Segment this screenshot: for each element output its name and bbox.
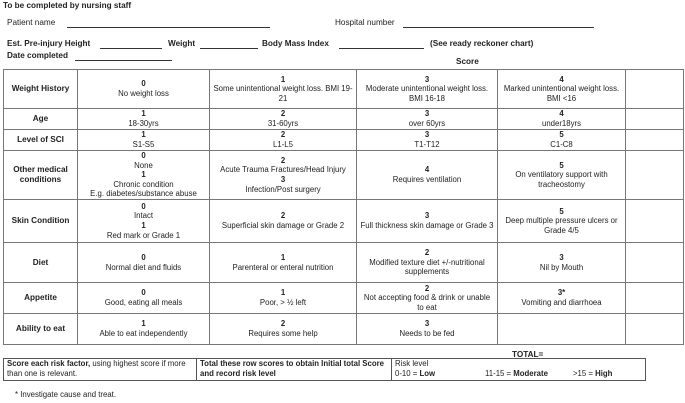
- score-description: Parenteral or enteral nutrition: [232, 262, 334, 272]
- score-value: 1: [141, 170, 146, 180]
- row-score-entry[interactable]: [626, 243, 684, 283]
- score-value: 3: [424, 211, 430, 221]
- high-range: >15 =: [573, 368, 596, 378]
- score-option-cell: [210, 70, 357, 109]
- risk-level-ranges: [395, 369, 642, 379]
- score-option-cell: [78, 283, 210, 314]
- high-label: High: [595, 368, 613, 378]
- score-description: L1-L5: [273, 140, 293, 149]
- score-description: Requires ventilation: [392, 175, 462, 184]
- hospital-number-field[interactable]: [403, 18, 594, 28]
- score-description: 31-60yrs: [267, 119, 299, 128]
- score-option-cell: [357, 151, 498, 200]
- table-row: [4, 151, 684, 200]
- score-option-cell: [210, 109, 357, 130]
- score-description: No weight loss: [118, 89, 169, 98]
- risk-factor-label: Appetite: [4, 283, 78, 314]
- score-value: 3: [424, 74, 430, 84]
- score-option-cell: [78, 314, 210, 345]
- score-description: Nil by Mouth: [539, 262, 584, 272]
- row-score-entry[interactable]: [626, 314, 684, 345]
- table-row: [4, 70, 684, 109]
- score-value: 5: [559, 130, 564, 140]
- table-row: [4, 283, 684, 314]
- risk-level-box: [392, 359, 646, 381]
- score-description: Requires some help: [248, 329, 318, 338]
- score-value: 4: [559, 109, 564, 119]
- score-value: 1: [141, 221, 146, 230]
- row-score-entry[interactable]: [626, 151, 684, 200]
- patient-name-label: Patient name: [7, 18, 56, 27]
- risk-factor-label: Age: [4, 109, 78, 130]
- risk-factor-label: Skin Condition: [4, 200, 78, 243]
- score-value: 4: [559, 74, 564, 84]
- score-value: 1: [141, 130, 146, 140]
- patient-name-field[interactable]: [67, 18, 270, 28]
- score-value: 3: [424, 109, 430, 119]
- risk-factor-label: Ability to eat: [4, 314, 78, 345]
- row-score-entry[interactable]: [626, 200, 684, 243]
- reckoner-note: (See ready reckoner chart): [430, 39, 534, 48]
- weight-field[interactable]: [200, 39, 258, 49]
- score-value: 2: [280, 130, 286, 140]
- risk-score-table: [3, 69, 684, 345]
- score-value: 0: [141, 151, 146, 161]
- score-value: 0: [141, 201, 146, 211]
- instruction-bold: Score each risk factor,: [7, 359, 91, 368]
- score-option-cell: [498, 283, 626, 314]
- date-field[interactable]: [75, 51, 172, 61]
- score-option-cell: [210, 243, 357, 283]
- score-option-cell: [498, 130, 626, 151]
- score-description: Moderate unintentional weight loss. BMI 16-18: [365, 84, 489, 103]
- score-description: Superficial skin damage or Grade 2: [221, 221, 345, 230]
- score-option-cell: [78, 243, 210, 283]
- risk-high: [573, 369, 612, 378]
- score-heading: Score: [456, 57, 479, 66]
- score-description: None: [134, 160, 153, 170]
- score-description: Full thickness skin damage or Grade 3: [360, 221, 494, 230]
- risk-factor-label: Diet: [4, 243, 78, 283]
- moderate-label: Moderate: [513, 368, 548, 378]
- score-value: 2: [280, 109, 286, 119]
- weight-label: Weight: [168, 39, 196, 48]
- score-description: Needs to be fed: [399, 329, 455, 338]
- score-description: Marked unintentional weight loss. BMI <16: [503, 84, 620, 103]
- form-title: To be completed by nursing staff: [3, 1, 132, 10]
- row-score-entry[interactable]: [626, 109, 684, 130]
- score-value: 1: [141, 109, 146, 119]
- score-option-cell: [78, 70, 210, 109]
- height-field[interactable]: [100, 39, 162, 49]
- score-value: 2: [280, 319, 286, 329]
- table-row: [4, 314, 684, 345]
- score-option-cell: [210, 314, 357, 345]
- score-value: 0: [141, 79, 146, 89]
- score-value: 3: [424, 130, 430, 140]
- score-value: 0: [141, 252, 146, 262]
- score-option-cell: [210, 283, 357, 314]
- row-score-entry[interactable]: [626, 70, 684, 109]
- low-range: 0-10 =: [395, 368, 420, 378]
- score-value: 2: [280, 155, 286, 165]
- score-option-cell: [78, 109, 210, 130]
- score-value: 0: [141, 288, 146, 298]
- score-value: 2: [424, 248, 430, 258]
- score-description: Chronic condition: [113, 179, 174, 189]
- table-row: [4, 109, 684, 130]
- row-score-entry[interactable]: [626, 130, 684, 151]
- score-option-cell: [210, 200, 357, 243]
- score-option-cell: [357, 200, 498, 243]
- score-description: Not accepting food & drink or unable to eat: [363, 293, 491, 312]
- score-option-cell: [357, 283, 498, 314]
- instruction-total: Total these row scores to obtain Initial total Score and record risk level: [197, 359, 392, 381]
- instruction-rest: using highest score if more than one is relevant.: [7, 359, 186, 378]
- score-option-cell: [498, 200, 626, 243]
- score-description: under18yrs: [541, 119, 581, 128]
- score-description: On ventilatory support with tracheostomy: [515, 170, 608, 189]
- score-description: over 60yrs: [408, 119, 446, 128]
- score-description: E.g. diabetes/substance abuse: [90, 189, 197, 199]
- score-value: 5: [559, 206, 564, 216]
- score-value: 1: [141, 319, 146, 329]
- score-value: 3*: [557, 288, 566, 298]
- score-option-cell: [78, 130, 210, 151]
- risk-factor-label: Weight History: [4, 70, 78, 109]
- score-option-cell: [357, 70, 498, 109]
- low-label: Low: [419, 368, 436, 378]
- score-description: S1-S5: [132, 140, 155, 149]
- hospital-number-label: Hospital number: [335, 18, 395, 27]
- table-row: [4, 243, 684, 283]
- score-description: Poor, > ½ left: [259, 298, 307, 307]
- score-description: T1-T12: [414, 140, 440, 149]
- score-value: 2: [280, 211, 286, 221]
- score-option-cell: [210, 130, 357, 151]
- score-value: 1: [280, 74, 286, 84]
- date-label: Date completed: [7, 51, 68, 60]
- score-description: Deep multiple pressure ulcers or Grade 4/5: [505, 216, 618, 235]
- score-option-cell: [498, 243, 626, 283]
- risk-moderate: [485, 369, 573, 379]
- score-value: 5: [559, 160, 564, 170]
- score-description: C1-C8: [550, 140, 573, 149]
- score-option-cell: [357, 243, 498, 283]
- score-option-cell: [498, 109, 626, 130]
- moderate-range: 11-15 =: [485, 368, 514, 378]
- score-option-cell: [357, 109, 498, 130]
- total-label: TOTAL=: [512, 350, 544, 359]
- score-option-cell: [78, 200, 210, 243]
- bmi-field[interactable]: [339, 39, 424, 49]
- score-value: 3: [424, 319, 430, 329]
- footnote: * Investigate cause and treat.: [15, 390, 116, 399]
- score-description: Vomiting and diarrhoea: [521, 298, 602, 307]
- table-row: [4, 200, 684, 243]
- score-option-cell: [210, 151, 357, 200]
- table-row: [4, 130, 684, 151]
- risk-low: [395, 369, 485, 379]
- score-option-cell: [357, 314, 498, 345]
- score-value: 4: [424, 165, 430, 175]
- row-score-entry[interactable]: [626, 283, 684, 314]
- score-value: 2: [424, 283, 430, 293]
- score-value: 1: [280, 252, 286, 262]
- score-description: 18-30yrs: [128, 119, 159, 128]
- score-option-cell: [498, 314, 626, 345]
- score-description: Able to eat independently: [99, 329, 188, 338]
- bmi-label: Body Mass Index: [262, 39, 329, 48]
- risk-factor-label: Level of SCI: [4, 130, 78, 151]
- score-description: Normal diet and fluids: [105, 262, 182, 272]
- score-value: 3: [280, 175, 286, 184]
- instruction-score-factor: [4, 359, 197, 381]
- instructions-box: [3, 358, 646, 381]
- height-label: Est. Pre-injury Height: [7, 39, 91, 48]
- score-description: Red mark or Grade 1: [106, 230, 181, 240]
- score-description: Some unintentional weight loss. BMI 19-21: [213, 84, 353, 103]
- risk-level-heading: Risk level: [395, 359, 429, 368]
- score-value: 1: [280, 288, 286, 298]
- risk-factor-label: Other medical conditions: [4, 151, 78, 200]
- score-option-cell: [498, 151, 626, 200]
- score-option-cell: [78, 151, 210, 200]
- score-value: 3: [559, 252, 564, 262]
- score-description: Modified texture diet +/-nutritional supplements: [369, 257, 485, 277]
- score-option-cell: [498, 70, 626, 109]
- score-description: Good, eating all meals: [104, 298, 183, 307]
- score-option-cell: [357, 130, 498, 151]
- score-description: Intact: [133, 211, 154, 221]
- score-description: Acute Trauma Fractures/Head Injury: [220, 165, 346, 175]
- score-description: Infection/Post surgery: [245, 184, 321, 194]
